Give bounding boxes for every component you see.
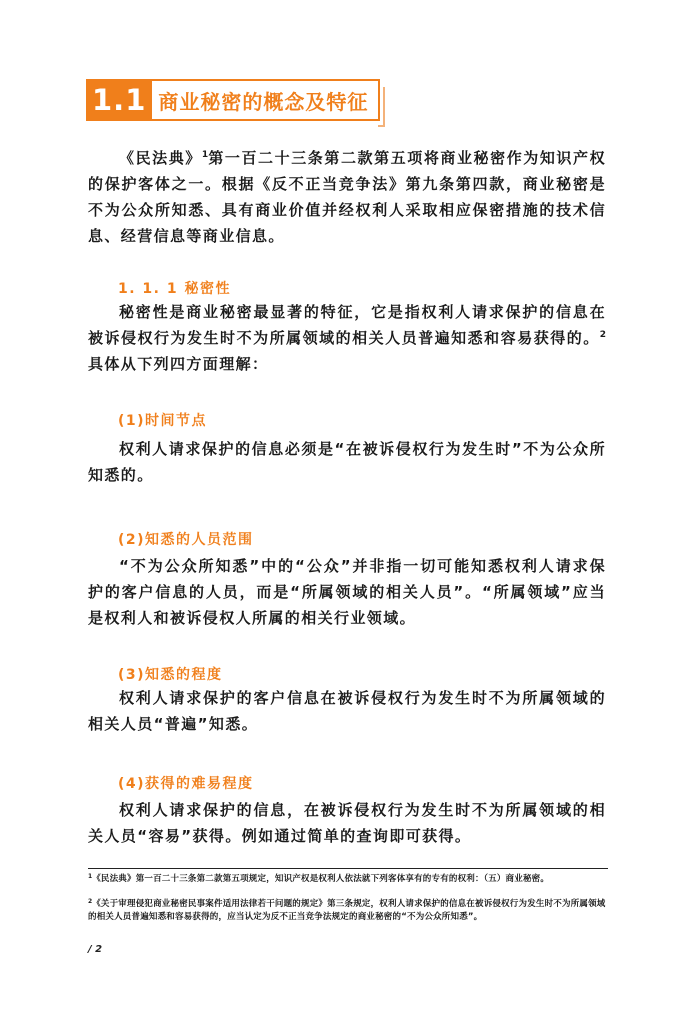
footnote-divider [88,868,608,869]
intro-text-part2: 第一百二十三条第二款第五项将商业秘密作为知识产权的保护客体之一。根据《反不正当竞争法》第九条第四款，商业秘密是不为公众所知悉、具有商业价值并经权利人采取相应保密措施的技术信息、经营信息等商业信息。 [88,149,606,245]
item-text-1: 权利人请求保护的信息必须是“在被诉侵权行为发生时”不为公众所知悉的。 [88,440,606,484]
subsection-title: 1. 1. 1 秘密性 [118,281,231,297]
footnote-2-text: 《关于审理侵犯商业秘密民事案件适用法律若干问题的规定》第三条规定，权利人请求保护的信息在被诉侵权行为发生时不为所属领域的相关人员普遍知悉和容易获得的，应当认定为反不正当竞争法规定的商业秘密的“不为公众所知悉”。 [88,899,606,922]
item-title-4: (4)获得的难易程度 [118,776,254,792]
item-text-4: 权利人请求保护的信息，在被诉侵权行为发生时不为所属领域的相关人员“容易”获得。例如通过简单的查询即可获得。 [88,801,606,845]
footnote-1-number: 1 [88,873,93,880]
footnote-ref-2[interactable]: 2 [599,330,606,340]
footnote-1 [88,873,608,886]
section-number: 1.1 [86,79,152,121]
item-text-2: “不为公众所知悉”中的“公众”并非指一切可能知悉权利人请求保护的客户信息的人员，而是“所属领域的相关人员”。“所属领域”应当是权利人和被诉侵权人所属的相关行业领域。 [88,557,606,627]
item-title-1: (1)时间节点 [118,413,208,429]
section-heading [86,79,380,121]
item-text-3: 权利人请求保护的客户信息在被诉侵权行为发生时不为所属领域的相关人员“普遍”知悉。 [88,689,606,733]
subsection-paragraph [88,299,606,377]
footnote-ref-1[interactable]: 1 [201,150,209,160]
footnote-2 [88,898,608,923]
item-title-2: (2)知悉的人员范围 [118,532,254,548]
subsection-text-part1: 秘密性是商业秘密最显著的特征，它是指权利人请求保护的信息在被诉侵权行为发生时不为所属领域的相关人员普遍知悉和容易获得的。 [88,303,606,347]
intro-text-part1: 《民法典》 [119,149,202,167]
footnote-1-text: 《民法典》第一百二十三条第二款第五项规定，知识产权是权利人依法就下列客体享有的专有的权利：（五）商业秘密。 [92,874,550,884]
section-title-box [152,79,380,121]
page-number: / 2 [88,944,103,955]
footnote-2-number: 2 [88,898,93,905]
section-title: 商业秘密的概念及特征 [158,89,369,114]
subsection-text-part2: 具体从下列四方面理解： [88,355,269,373]
item-title-3: (3)知悉的程度 [118,667,223,683]
intro-paragraph [88,145,606,249]
